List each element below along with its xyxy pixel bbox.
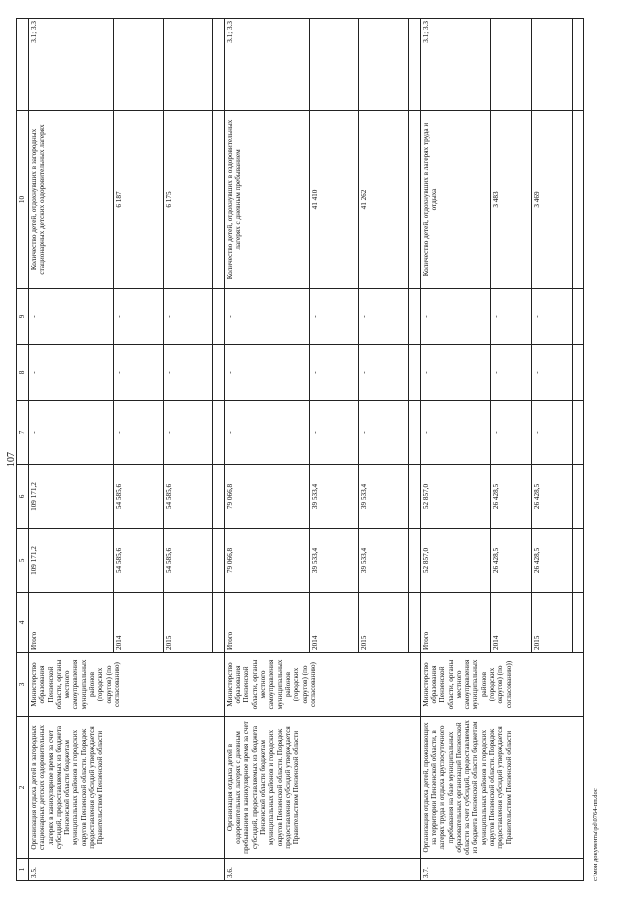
amount-regional: 109 171,2 <box>29 465 114 529</box>
indicator-value: 6 187 <box>114 111 163 289</box>
header-cell: 8 <box>17 345 29 401</box>
header-cell: 1 <box>17 859 29 881</box>
empty-cell <box>310 19 359 111</box>
amount-col7: - <box>420 401 491 465</box>
amount-regional: 79 066,8 <box>224 465 309 529</box>
amount-total: 26 428,5 <box>491 529 532 593</box>
page-number: 107 <box>6 452 17 467</box>
amount-regional: 54 585,6 <box>114 465 163 529</box>
year-cell: 2015 <box>532 593 573 653</box>
amount-col9: - <box>163 289 212 345</box>
row-number: 3.5. <box>29 859 225 881</box>
indicator-value: 41 262 <box>359 111 408 289</box>
amount-total: 26 428,5 <box>532 529 573 593</box>
amount-col8: - <box>532 345 573 401</box>
target-ref: 3.1; 3.3 <box>420 19 491 111</box>
amount-col7: - <box>359 401 408 465</box>
amount-col8: - <box>29 345 114 401</box>
header-cell: 10 <box>17 111 29 289</box>
indicator-value: 41 410 <box>310 111 359 289</box>
empty-cell <box>491 19 532 111</box>
amount-col9: - <box>532 289 573 345</box>
amount-col9: - <box>491 289 532 345</box>
executor: Министерство образования Пензенской области, органы местного самоуправления муниципальных районов (городских округов) (по согласованию) <box>29 653 225 717</box>
amount-col8: - <box>310 345 359 401</box>
amount-total: 109 171,2 <box>29 529 114 593</box>
empty-cell <box>532 19 573 111</box>
header-cell: 3 <box>17 653 29 717</box>
target-ref: 3.1; 3.3 <box>224 19 309 111</box>
amount-col8: - <box>224 345 309 401</box>
row-number: 3.7. <box>420 859 583 881</box>
amount-col8: - <box>420 345 491 401</box>
target-ref: 3.1; 3.3 <box>29 19 114 111</box>
amount-total: 52 857,0 <box>420 529 491 593</box>
indicator-name: Количество детей, отдохнувших в загородных стационарных детских оздоровительных лагерях <box>29 111 114 289</box>
amount-col7: - <box>114 401 163 465</box>
amount-col7: - <box>163 401 212 465</box>
header-row <box>17 19 29 881</box>
section-3-5 <box>29 19 225 881</box>
year-cell: 2015 <box>359 593 408 653</box>
year-cell: 2015 <box>163 593 212 653</box>
activity-description: Организация отдыха детей в загородных стационарных детских оздоровительных лагерях в каникулярное время за счет субсидий, предоставляемых из бюджета Пензенской области бюджетам муниципальных районов и городских округов Пензенской области. Порядок предоставления субсидий утверждается Правительством Пензенской области <box>29 717 225 859</box>
year-cell: Итого <box>224 593 309 653</box>
indicator-value: 3 469 <box>532 111 573 289</box>
amount-col9: - <box>29 289 114 345</box>
year-cell: 2014 <box>114 593 163 653</box>
header-cell: 6 <box>17 465 29 529</box>
empty-cell <box>114 19 163 111</box>
amount-regional: 26 428,5 <box>532 465 573 529</box>
amount-total: 39 533,4 <box>310 529 359 593</box>
indicator-value: 3 483 <box>491 111 532 289</box>
header-cell: 5 <box>17 529 29 593</box>
amount-col7: - <box>224 401 309 465</box>
table-row <box>420 19 491 881</box>
amount-col9: - <box>310 289 359 345</box>
indicator-name: Количество детей, отдохнувших в оздоровительных лагерях с дневным пребыванием <box>224 111 309 289</box>
row-number: 3.6. <box>224 859 420 881</box>
amount-total: 54 585,6 <box>114 529 163 593</box>
amount-total: 39 533,4 <box>359 529 408 593</box>
executor: Министерство образования Пензенской области, органы местного самоуправления муниципальных районов (городских округов) (по согласованию) <box>224 653 420 717</box>
amount-col8: - <box>114 345 163 401</box>
amount-col7: - <box>532 401 573 465</box>
header-cell: 2 <box>17 717 29 859</box>
amount-col8: - <box>359 345 408 401</box>
amount-total: 79 066,8 <box>224 529 309 593</box>
year-cell: Итого <box>420 593 491 653</box>
header-cell: 4 <box>17 593 29 653</box>
year-cell: Итого <box>29 593 114 653</box>
section-3-6 <box>224 19 420 881</box>
empty-cell <box>163 19 212 111</box>
amount-total: 54 585,6 <box>163 529 212 593</box>
indicator-value: 6 175 <box>163 111 212 289</box>
header-cell: 9 <box>17 289 29 345</box>
program-table <box>16 18 584 881</box>
empty-cell <box>359 19 408 111</box>
amount-regional: 54 585,6 <box>163 465 212 529</box>
executor: Министерство образования Пензенской области, органы местного самоуправления муниципальных районов (городских округов) (по согласованию)) <box>420 653 583 717</box>
amount-col9: - <box>114 289 163 345</box>
amount-regional: 26 428,5 <box>491 465 532 529</box>
amount-col8: - <box>491 345 532 401</box>
amount-regional: 39 533,4 <box>310 465 359 529</box>
amount-col7: - <box>491 401 532 465</box>
year-cell: 2014 <box>491 593 532 653</box>
header-cell: 7 <box>17 401 29 465</box>
amount-col7: - <box>29 401 114 465</box>
amount-col8: - <box>163 345 212 401</box>
section-3-7 <box>420 19 583 881</box>
indicator-name: Количество детей, отдохнувших в лагерях труда и отдыха <box>420 111 491 289</box>
amount-regional: 39 533,4 <box>359 465 408 529</box>
amount-regional: 52 857,0 <box>420 465 491 529</box>
amount-col9: - <box>359 289 408 345</box>
amount-col7: - <box>310 401 359 465</box>
file-path-footer: c:\мои документы\pd\0764-пп.doc <box>592 788 599 881</box>
year-cell: 2014 <box>310 593 359 653</box>
table-row <box>224 19 309 881</box>
amount-col9: - <box>224 289 309 345</box>
activity-description: Организация отдыха детей, проживающих на территории Пензенской области, в лагерях труда и отдыха круглосуточного пребывания на базе муниципальных образовательных организаций Пензенской области за счет субсидий, предоставляемых из бюджета Пензенской области бюджетам муниципальных районов и городских округов Пензенской области. Порядок предоставления субсидий утверждается Правительством Пензенской области <box>420 717 583 859</box>
table-row <box>29 19 114 881</box>
activity-description: Организация отдыха детей в оздоровительных лагерях с дневным пребыванием в каникулярное время за счет субсидий, предоставляемых из бюджета Пензенской области бюджетам муниципальных районов и городских округов Пензенской области. Порядок предоставления субсидий утверждается Правительством Пензенской области <box>224 717 420 859</box>
header-cell <box>17 19 29 111</box>
amount-col9: - <box>420 289 491 345</box>
